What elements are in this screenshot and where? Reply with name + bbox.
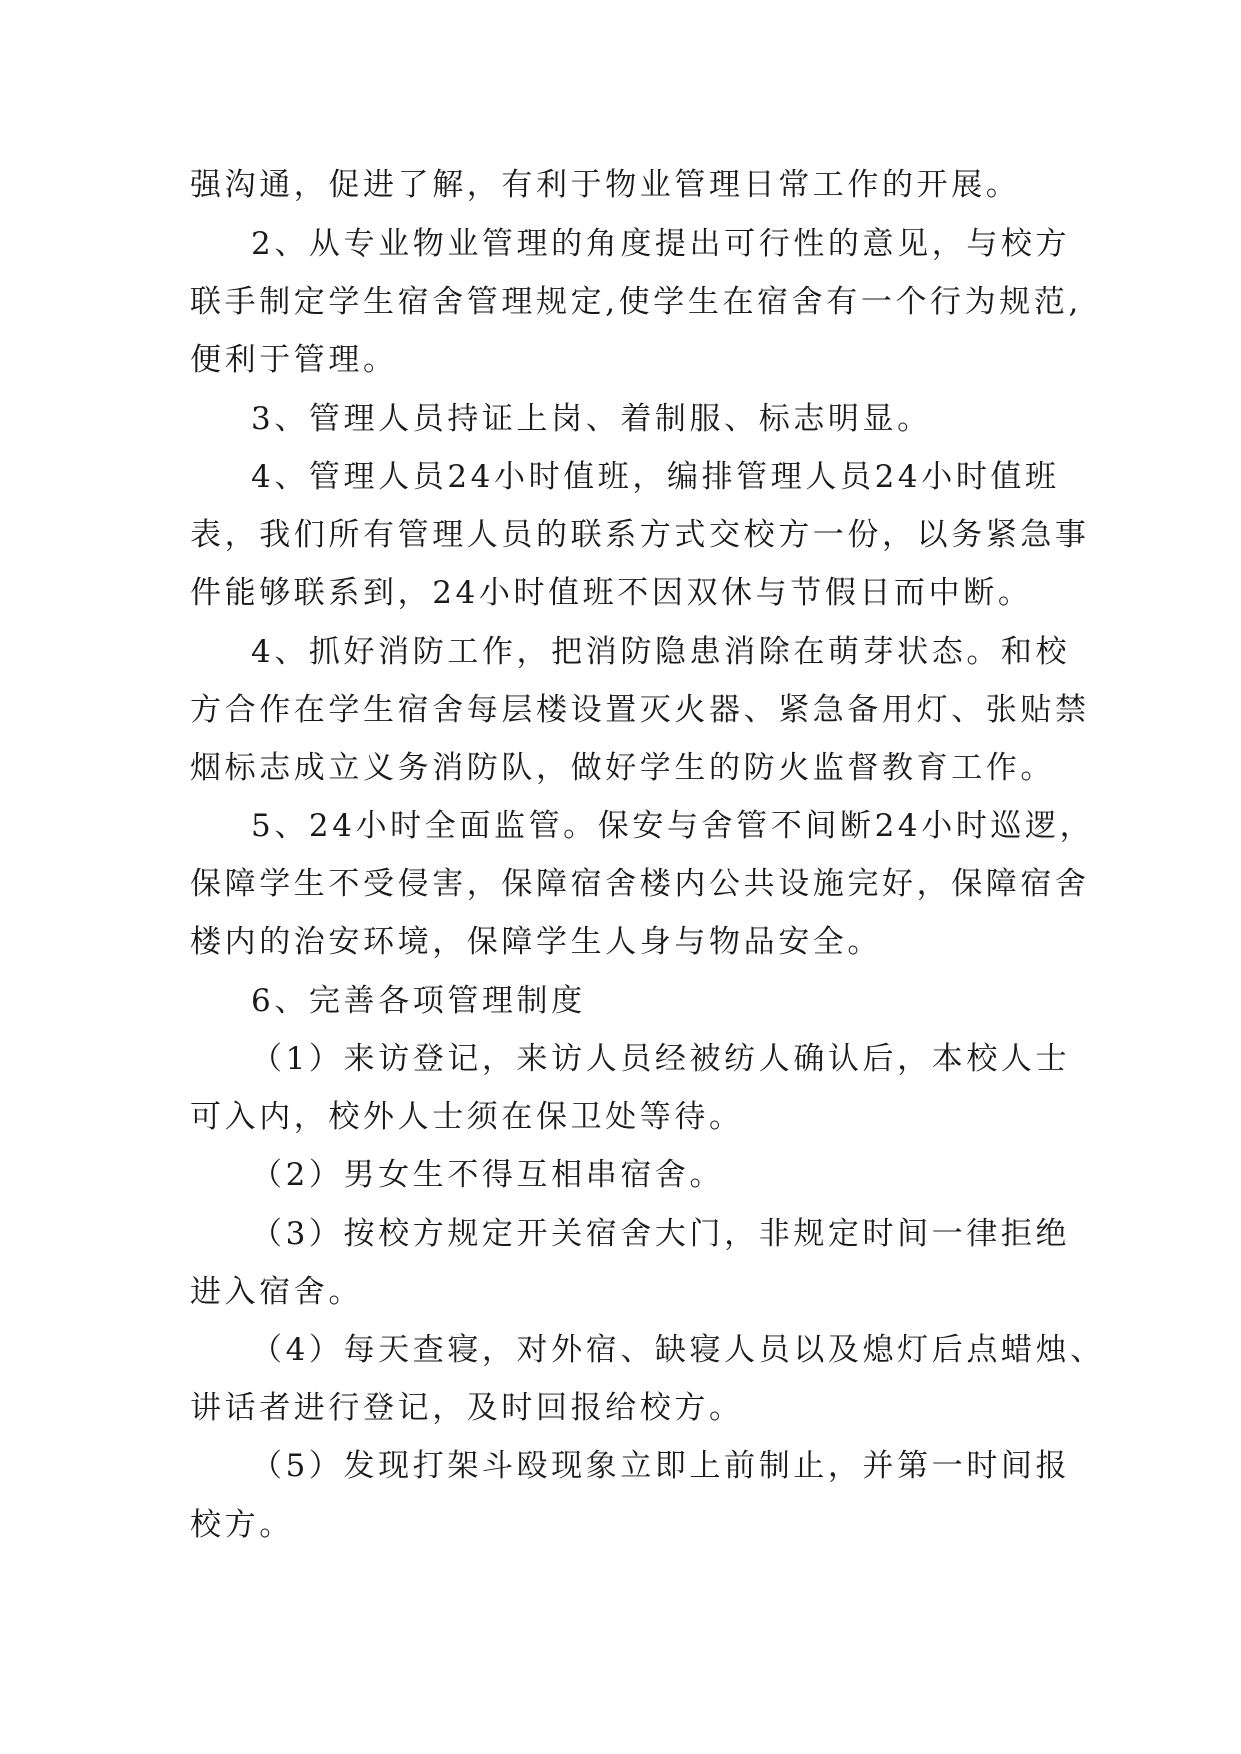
text-line: 表，我们所有管理人员的联系方式交校方一份，以务紧急事 — [190, 517, 1090, 553]
text-line: 可入内，校外人士须在保卫处等待。 — [190, 1099, 744, 1135]
text-line: （3）按校方规定开关宿舍大门，非规定时间一律拒绝 — [251, 1216, 1071, 1252]
text-line: 保障学生不受侵害，保障宿舍楼内公共设施完好，保障宿舍 — [190, 866, 1090, 902]
text-line: 讲话者进行登记，及时回报给校方。 — [190, 1390, 744, 1426]
text-line: 便利于管理。 — [190, 342, 398, 378]
text-line: 3、管理人员持证上岗、着制服、标志明显。 — [251, 401, 932, 437]
text-line: 4、管理人员24小时值班，编排管理人员24小时值班 — [251, 459, 1060, 495]
text-line: 联手制定学生宿舍管理规定,使学生在宿舍有一个行为规范, — [190, 284, 1082, 320]
text-line: 进入宿舍。 — [190, 1274, 363, 1310]
text-line: （5）发现打架斗殴现象立即上前制止，并第一时间报 — [251, 1448, 1071, 1484]
text-line: （1）来访登记，来访人员经被纺人确认后，本校人士 — [251, 1041, 1071, 1077]
text-line: 强沟通，促进了解，有利于物业管理日常工作的开展。 — [190, 167, 1021, 203]
text-line: 方合作在学生宿舍每层楼设置灭火器、紧急备用灯、张贴禁 — [190, 692, 1090, 728]
text-line: （4）每天查寝，对外宿、缺寝人员以及熄灯后点蜡烛、 — [251, 1332, 1105, 1368]
text-line: 4、抓好消防工作，把消防隐患消除在萌芽状态。和校 — [251, 634, 1071, 670]
text-line: （2）男女生不得互相串宿舍。 — [251, 1157, 725, 1193]
text-line: 6、完善各项管理制度 — [251, 983, 586, 1019]
text-line: 件能够联系到，24小时值班不因双休与节假日而中断。 — [190, 575, 1033, 611]
text-line: 校方。 — [190, 1507, 294, 1543]
text-line: 5、24小时全面监管。保安与舍管不间断24小时巡逻， — [251, 808, 1095, 844]
text-line: 烟标志成立义务消防队，做好学生的防火监督教育工作。 — [190, 750, 1055, 786]
text-line: 2、从专业物业管理的角度提出可行性的意见，与校方 — [251, 226, 1071, 262]
text-line: 楼内的治安环境，保障学生人身与物品安全。 — [190, 924, 882, 960]
